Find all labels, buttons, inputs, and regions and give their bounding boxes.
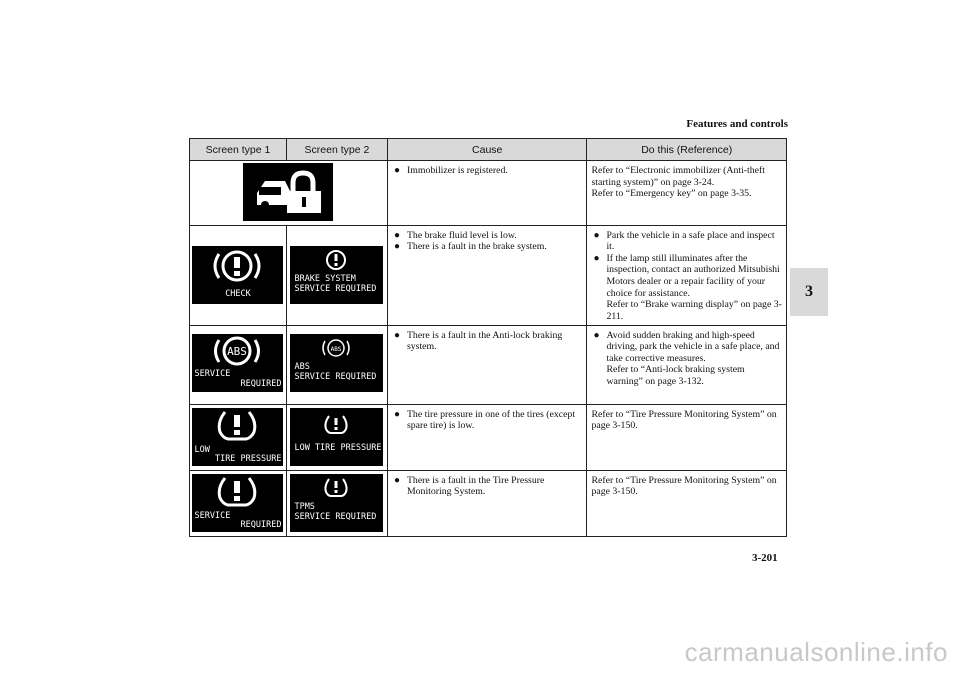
- tpms-service-display: [192, 474, 283, 532]
- car-lock-icon: [243, 163, 333, 221]
- tire-pressure-icon: [192, 408, 283, 444]
- screen-label-line-1: TPMS: [294, 501, 315, 512]
- table-row: [190, 404, 787, 470]
- warning-display-table: [189, 138, 787, 537]
- col-header-cause: Cause: [387, 139, 587, 161]
- screen-type-2-cell: [286, 404, 387, 470]
- screen-type-1-cell: [190, 404, 287, 470]
- screen-label-line-1: SERVICE: [194, 510, 231, 521]
- cause-item: ● The brake fluid level is low.: [392, 230, 583, 242]
- abs-service-display-2: [290, 334, 383, 392]
- screen-type-2-cell: [286, 470, 387, 536]
- abs-icon: [192, 334, 283, 368]
- cause-cell: [387, 225, 587, 325]
- action-text: Refer to “Tire Pressure Monitoring System” on page 3-150.: [591, 408, 777, 432]
- screen-type-1-cell: [190, 225, 287, 325]
- screen-type-2-cell: [286, 225, 387, 325]
- screen-label-line-2: SERVICE REQUIRED: [294, 511, 377, 522]
- screen-label-line-1: BRAKE SYSTEM: [294, 273, 356, 284]
- action-text: Refer to “Tire Pressure Monitoring System” on page 3-150.: [591, 474, 777, 498]
- cause-item: ● Immobilizer is registered.: [392, 165, 583, 177]
- abs-service-display: [192, 334, 283, 392]
- screen-label-line-1: LOW: [194, 444, 210, 455]
- action-cell: [587, 404, 787, 470]
- brake-warning-icon: [192, 246, 283, 290]
- cause-item: ● There is a fault in the brake system.: [392, 241, 583, 253]
- svg-text:ABS: ABS: [227, 344, 248, 358]
- immobilizer-screen-cell: [190, 161, 388, 226]
- cause-cell: [387, 404, 587, 470]
- cause-cell: [387, 470, 587, 536]
- action-text: Refer to “Electronic immobilizer (Anti-theft starting system)” on page 3-24. Refer to “Emergency key” on page 3-35.: [591, 165, 766, 200]
- low-tire-pressure-display: [192, 408, 283, 466]
- cause-cell: [387, 161, 587, 226]
- action-item: ● Avoid sudden braking and high-speed driving, park the vehicle in a safe place, and take corrective measures. Refer to “Anti-lock braking system warning” on page 3-132.: [591, 330, 782, 388]
- screen-label-line-2: REQUIRED: [240, 378, 282, 389]
- tire-pressure-icon: [290, 474, 383, 502]
- action-cell: [587, 470, 787, 536]
- col-header-screen-type-2: Screen type 2: [286, 139, 387, 161]
- exclamation-circle-icon: [290, 246, 383, 274]
- action-cell: [587, 161, 787, 226]
- abs-icon: [290, 334, 383, 362]
- immobilizer-display: [243, 163, 333, 221]
- low-tire-pressure-display-2: [290, 408, 383, 466]
- screen-label-line-1: SERVICE: [194, 368, 231, 379]
- section-header: Features and controls: [686, 118, 788, 130]
- action-cell: [587, 225, 787, 325]
- screen-label-line-2: REQUIRED: [240, 519, 282, 530]
- screen-label-line-2: SERVICE REQUIRED: [294, 371, 377, 382]
- tire-pressure-icon: [192, 474, 283, 510]
- page-number: 3-201: [752, 552, 778, 564]
- action-cell: [587, 325, 787, 404]
- screen-label-line-2: SERVICE REQUIRED: [294, 283, 377, 294]
- col-header-screen-type-1: Screen type 1: [190, 139, 287, 161]
- cause-cell: [387, 325, 587, 404]
- screen-type-1-cell: [190, 470, 287, 536]
- tire-pressure-icon: [290, 408, 383, 442]
- cause-item: ● There is a fault in the Tire Pressure Monitoring System.: [392, 475, 583, 498]
- table-row: [190, 161, 787, 226]
- table-row: [190, 470, 787, 536]
- cause-item: ● There is a fault in the Anti-lock braking system.: [392, 330, 583, 353]
- table-row: [190, 325, 787, 404]
- svg-text:ABS: ABS: [331, 345, 342, 353]
- screen-label-line-1: LOW TIRE PRESSURE: [294, 442, 382, 453]
- screen-type-2-cell: [286, 325, 387, 404]
- table-header-row: [190, 139, 787, 161]
- screen-type-1-cell: [190, 325, 287, 404]
- table-row: [190, 225, 787, 325]
- tpms-service-display-2: [290, 474, 383, 532]
- screen-label: CHECK: [225, 288, 251, 299]
- screen-label-line-1: ABS: [294, 361, 310, 372]
- action-item: ● Park the vehicle in a safe place and inspect it.: [591, 230, 782, 253]
- chapter-tab: 3: [790, 268, 828, 316]
- screen-label-line-2: TIRE PRESSURE: [214, 453, 282, 464]
- cause-item: ● The tire pressure in one of the tires (except spare tire) is low.: [392, 409, 583, 432]
- action-item: ● If the lamp still illuminates after the inspection, contact an authorized Mitsubishi Motors dealer or a repair facility of your choice for assistance. Refer to “Brake warning display” on page 3-211.: [591, 253, 782, 323]
- brake-system-display: [290, 246, 383, 304]
- watermark: carmanualsonline.info: [684, 637, 948, 667]
- brake-check-display: [192, 246, 283, 304]
- col-header-do-this: Do this (Reference): [587, 139, 787, 161]
